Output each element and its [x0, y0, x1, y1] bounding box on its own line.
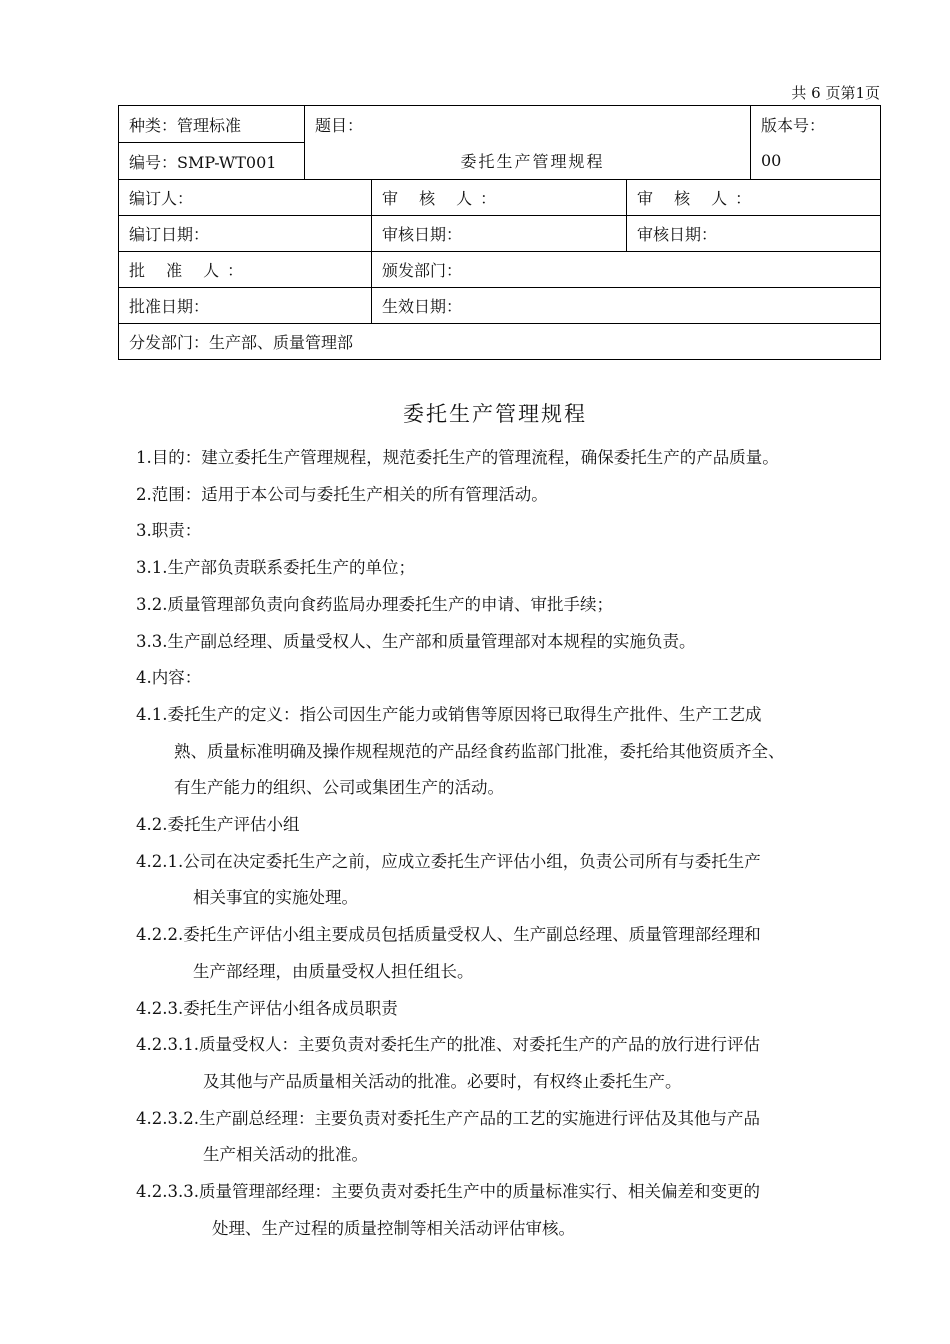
paragraph-4-2-2-line-2: 生产部经理，由质量受权人担任组长。 [193, 961, 474, 981]
subject-title-cell: 委托生产管理规程 [305, 143, 751, 180]
paragraph-4-2-3-3-line-2: 处理、生产过程的质量控制等相关活动评估审核。 [212, 1218, 575, 1238]
paragraph-3-1: 3.1.生产部负责联系委托生产的单位； [136, 558, 415, 578]
compile-date-cell: 编订日期： [119, 216, 372, 252]
paragraph-4-1-line-2: 熟、质量标准明确及操作规程规范的产品经食药监部门批准，委托给其他资质齐全、 [174, 741, 785, 761]
review-date1-cell: 审核日期： [372, 216, 627, 252]
approver-cell: 批 准 人： [119, 252, 372, 288]
paragraph-3-3: 3.3.生产副总经理、质量受权人、生产部和质量管理部对本规程的实施负责。 [136, 631, 696, 651]
document-body [136, 440, 876, 1247]
approve-date-cell: 批准日期： [119, 288, 372, 324]
reviewer2-cell: 审 核 人： [627, 180, 881, 216]
reviewer1-cell: 审 核 人： [372, 180, 627, 216]
paragraph-4-2-3: 4.2.3.委托生产评估小组各成员职责 [136, 998, 398, 1018]
paragraph-4-2-3-2-line-1: 4.2.3.2.生产副总经理：主要负责对委托生产产品的工艺的实施进行评估及其他与产品 [136, 1108, 760, 1128]
paragraph-responsibility: 3.职责： [136, 521, 202, 541]
compiler-cell: 编订人： [119, 180, 372, 216]
paragraph-4-1-line-1: 4.1.委托生产的定义：指公司因生产能力或销售等原因将已取得生产批件、生产工艺成 [136, 704, 762, 724]
distribution-cell: 分发部门：生产部、质量管理部 [119, 324, 881, 360]
subject-label-cell: 题目： [305, 106, 751, 143]
issue-dept-cell: 颁发部门： [372, 252, 881, 288]
paragraph-4-2-3-1-line-1: 4.2.3.1.质量受权人：主要负责对委托生产的批准、对委托生产的产品的放行进行评估 [136, 1035, 760, 1055]
paragraph-4-2-3-1-line-2: 及其他与产品质量相关活动的批准。必要时，有权终止委托生产。 [203, 1071, 682, 1091]
document-title: 委托生产管理规程 [403, 402, 587, 426]
page-count: 共 6 页第1页 [791, 84, 880, 102]
review-date2-cell: 审核日期： [627, 216, 881, 252]
paragraph-4-2-2-line-1: 4.2.2.委托生产评估小组主要成员包括质量受权人、生产副总经理、质量管理部经理和 [136, 925, 761, 945]
paragraph-3-2: 3.2.质量管理部负责向食药监局办理委托生产的申请、审批手续； [136, 594, 613, 614]
paragraph-4-2: 4.2.委托生产评估小组 [136, 815, 300, 835]
paragraph-4-2-1-line-1: 4.2.1.公司在决定委托生产之前，应成立委托生产评估小组，负责公司所有与委托生产 [136, 851, 761, 871]
paragraph-4-2-3-3-line-1: 4.2.3.3.质量管理部经理：主要负责对委托生产中的质量标准实行、相关偏差和变更的 [136, 1182, 760, 1202]
paragraph-4-2-3-2-line-2: 生产相关活动的批准。 [203, 1145, 368, 1165]
document-header-table [118, 105, 881, 360]
paragraph-content: 4.内容： [136, 668, 202, 688]
paragraph-scope: 2.范围：适用于本公司与委托生产相关的所有管理活动。 [136, 484, 548, 504]
code-cell: 编号：SMP-WT001 [119, 143, 305, 180]
paragraph-4-2-1-line-2: 相关事宜的实施处理。 [193, 888, 358, 908]
effective-date-cell: 生效日期： [372, 288, 881, 324]
category-cell: 种类：管理标准 [119, 106, 305, 143]
paragraph-purpose: 1.目的：建立委托生产管理规程，规范委托生产的管理流程，确保委托生产的产品质量。 [136, 448, 779, 467]
paragraph-4-1-line-3: 有生产能力的组织、公司或集团生产的活动。 [174, 778, 504, 798]
version-label-cell: 版本号： [751, 106, 881, 143]
version-value-cell: 00 [751, 143, 881, 180]
